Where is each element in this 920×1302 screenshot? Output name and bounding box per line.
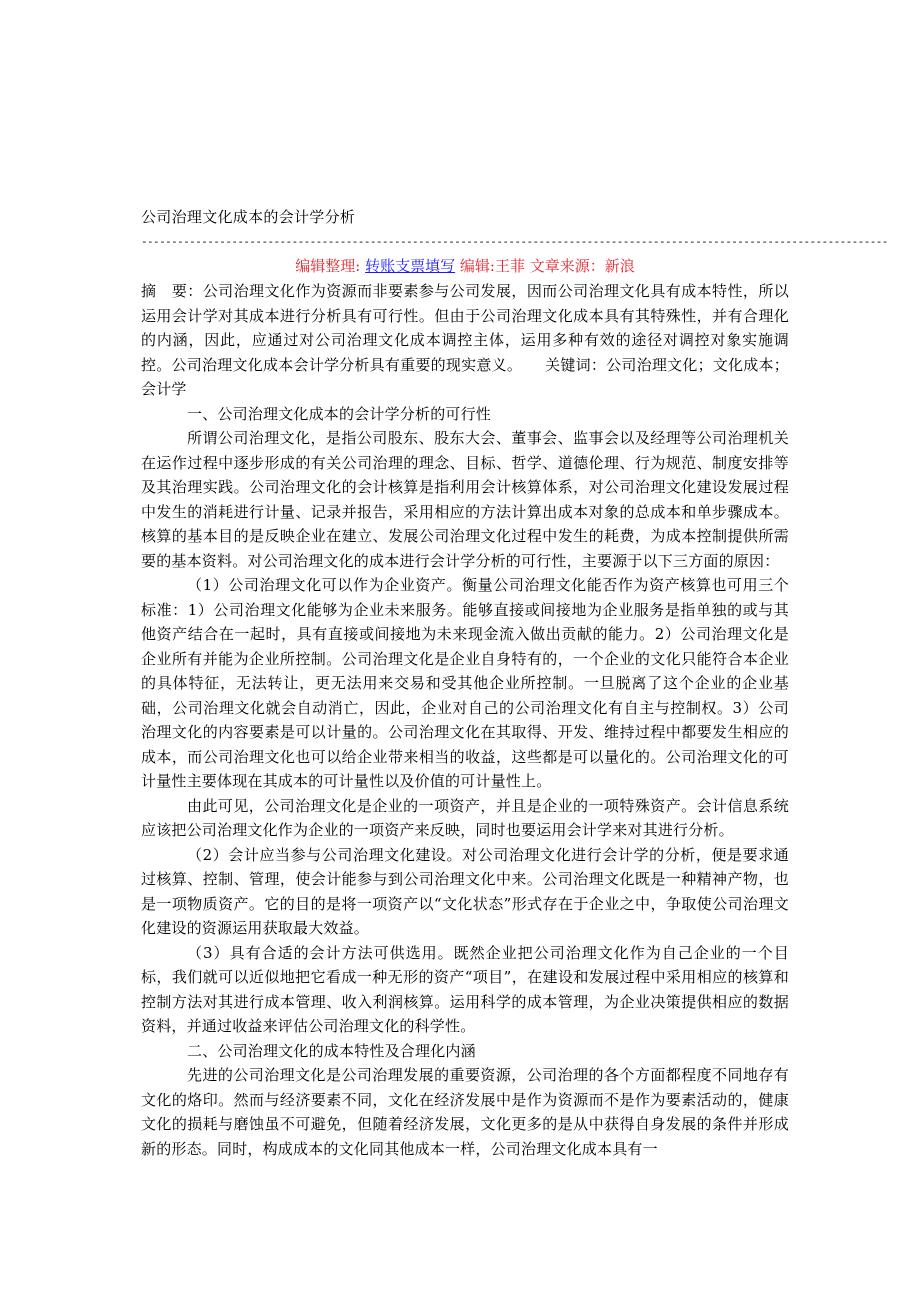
body-paragraph-2: （1）公司治理文化可以作为企业资产。衡量公司治理文化能否作为资产核算也可用三个标准：1）公司治理文化能够为企业未来服务。能够直接或间接地为企业服务是指单独的或与其他资产结合在一起时，具有直接或间接地为未来现金流入做出贡献的能力。2）公司治理文化是企业所有并能为企业所控制。公司治理文化是企业自身特有的，一个企业的文化只能符合本企业的具体特征，无法转让，更无法用来交易和受其他企业所控制。一旦脱离了这个企业的企业基础，公司治理文化就会自动消亡，因此，企业对自己的公司治理文化有自主与控制权。3）公司治理文化的内容要素是可以计量的。公司治理文化在其取得、开发、维持过程中都要发生相应的成本，而公司治理文化也可以给企业带来相当的收益，这些都是可以量化的。公司治理文化的可计量性主要体现在其成本的可计量性以及价值的可计量性上。 xyxy=(141,576,789,790)
separator-rule: ---------------------------------------------------------------------------------------------------------------------------- xyxy=(141,235,888,248)
byline xyxy=(141,255,789,277)
document-page xyxy=(141,206,888,1161)
document-title: 公司治理文化成本的会计学分析 xyxy=(141,208,356,226)
body-paragraph-3: 由此可见，公司治理文化是企业的一项资产，并且是企业的一项特殊资产。会计信息系统应该把公司治理文化作为企业的一项资产来反映，同时也要运用会计学来对其进行分析。 xyxy=(141,796,789,839)
body-paragraph-1: 所谓公司治理文化，是指公司股东、股东大会、董事会、监事会以及经理等公司治理机关在运作过程中逐步形成的有关公司治理的理念、目标、哲学、道德伦理、行为规范、制度安排等及其治理实践。公司治理文化的会计核算是指利用会计核算体系，对公司治理文化建设发展过程中发生的消耗进行计量、记录并报告，采用相应的方法计算出成本对象的总成本和单步骤成本。核算的基本目的是反映企业在建立、发展公司治理文化过程中发生的耗费，为成本控制提供所需要的基本资料。对公司治理文化的成本进行会计学分析的可行性，主要源于以下三方面的原因： xyxy=(141,429,789,570)
edit-link[interactable]: 转账支票填写 xyxy=(365,257,456,275)
section-heading-1: 一、公司治理文化成本的会计学分析的可行性 xyxy=(187,404,492,423)
abstract-paragraph: 摘 要：公司治理文化作为资源而非要素参与公司发展，因而公司治理文化具有成本特性，所以运用会计学对其成本进行分析具有可行性。但由于公司治理文化成本具有其特殊性，并有合理化的内涵，因此，应通过对公司治理文化成本调控主体，运用多种有效的途径对调控对象实施调控。公司治理文化成本会计学分析具有重要的现实意义。 关键词：公司治理文化；文化成本；会计学 xyxy=(141,282,789,398)
body-paragraph-4: （2）会计应当参与公司治理文化建设。对公司治理文化进行会计学的分析，便是要求通过核算、控制、管理，使会计能参与到公司治理文化中来。公司治理文化既是一种精神产物，也是一项物质资产。它的目的是将一项资产以“文化状态”形式存在于企业之中，争取使公司治理文化建设的资源运用获取最大效益。 xyxy=(141,845,789,937)
body-paragraph-6: 先进的公司治理文化是公司治理发展的重要资源，公司治理的各个方面都程度不同地存有文化的烙印。然而与经济要素不同，文化在经济发展中是作为资源而不是作为要素活动的，健康文化的损耗与磨蚀虽不可避免，但随着经济发展，文化更多的是从中获得自身发展的条件并形成新的形态。同时，构成成本的文化同其他成本一样，公司治理文化成本具有一 xyxy=(141,1066,789,1158)
source-label: 文章来源：新浪 xyxy=(529,257,635,275)
editor-label: 编辑:王菲 xyxy=(459,257,525,275)
body-paragraph-5: （3）具有合适的会计方法可供选用。既然企业把公司治理文化作为自己企业的一个目标，我们就可以近似地把它看成一种无形的资产“项目”，在建设和发展过程中采用相应的核算和控制方法对其进行成本管理、收入利润核算。运用科学的成本管理，为企业决策提供相应的数据资料，并通过收益来评估公司治理文化的科学性。 xyxy=(141,943,789,1035)
edit-label: 编辑整理: xyxy=(295,257,361,275)
section-heading-2: 二、公司治理文化的成本特性及合理化内涵 xyxy=(187,1041,476,1060)
